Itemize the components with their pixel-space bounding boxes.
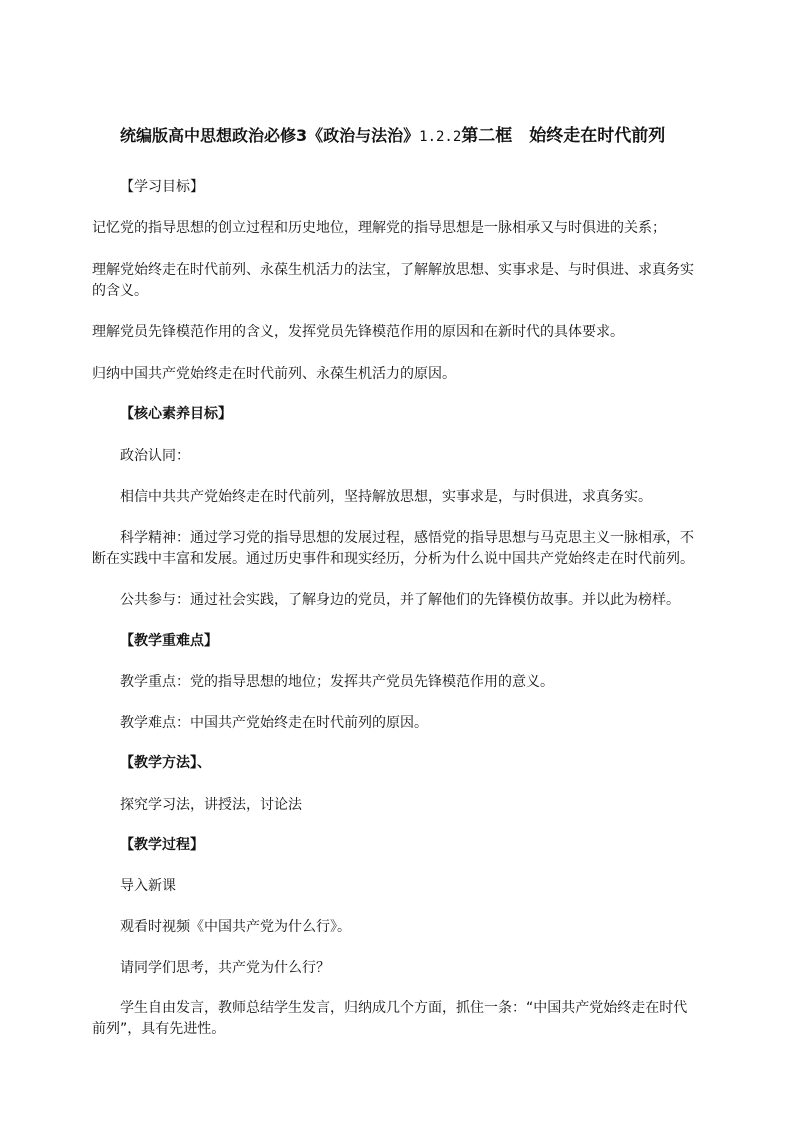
key-point-text: 教学重点：党的指导思想的地位；发挥共产党员先锋模范作用的意义。 xyxy=(120,674,554,690)
key-points-heading: 【教学重难点】 xyxy=(120,633,218,649)
political-identity-text: 相信中共共产党始终走在时代前列，坚持解放思想，实事求是，与时俱进，求真务实。 xyxy=(120,489,652,505)
political-identity-label: 政治认同： xyxy=(120,448,190,464)
methods-text: 探究学习法，讲授法，讨论法 xyxy=(120,797,302,813)
difficult-point-text: 教学难点：中国共产党始终走在时代前列的原因。 xyxy=(120,715,428,731)
title-lesson-number: 1.2.2 xyxy=(419,129,462,145)
goal-2: 理解党始终走在时代前列、永葆生机活力的法宝，了解解放思想、实事求是、与时俱进、求真务实的含义。 xyxy=(92,262,694,299)
goal-3: 理解党员先锋模范作用的含义，发挥党员先锋模范作用的原因和在新时代的具体要求。 xyxy=(92,324,624,340)
public-participation-text: 公共参与：通过社会实践，了解身边的党员，并了解他们的先锋模仿故事。并以此为榜样。 xyxy=(120,592,680,608)
watch-video-text: 观看时视频《中国共产党为什么行》。 xyxy=(120,919,351,935)
discussion-text: 学生自由发言，教师总结学生发言，归纳成几个方面，抓住一条：“中国共产党始终走在时代前列”，具有先进性。 xyxy=(92,1000,688,1037)
core-literacy-heading: 【核心素养目标】 xyxy=(120,406,232,422)
process-heading: 【教学过程】 xyxy=(120,837,204,853)
science-spirit-text: 科学精神：通过学习党的指导思想的发展过程，感悟党的指导思想与马克思主义一脉相承，不断在实践中丰富和发展。通过历史事件和现实经历，分析为什么说中国共产党始终走在时代前列。 xyxy=(92,530,694,567)
question-text: 请同学们思考，共产党为什么行？ xyxy=(120,960,330,976)
title-part-3: 第二框 始终走在时代前列 xyxy=(461,126,666,146)
goal-1: 记忆党的指导思想的创立过程和历史地位，理解党的指导思想是一脉相承又与时俱进的关系； xyxy=(92,220,666,236)
intro-text: 导入新课 xyxy=(120,878,176,894)
methods-heading: 【教学方法】、 xyxy=(120,755,211,771)
document-title xyxy=(120,121,740,146)
learning-goal-heading: 【学习目标】 xyxy=(120,179,204,195)
title-part-1: 统编版高中思想政治必修3《政治与法治》 xyxy=(120,126,420,145)
goal-4: 归纳中国共产党始终走在时代前列、永葆生机活力的原因。 xyxy=(92,366,456,382)
